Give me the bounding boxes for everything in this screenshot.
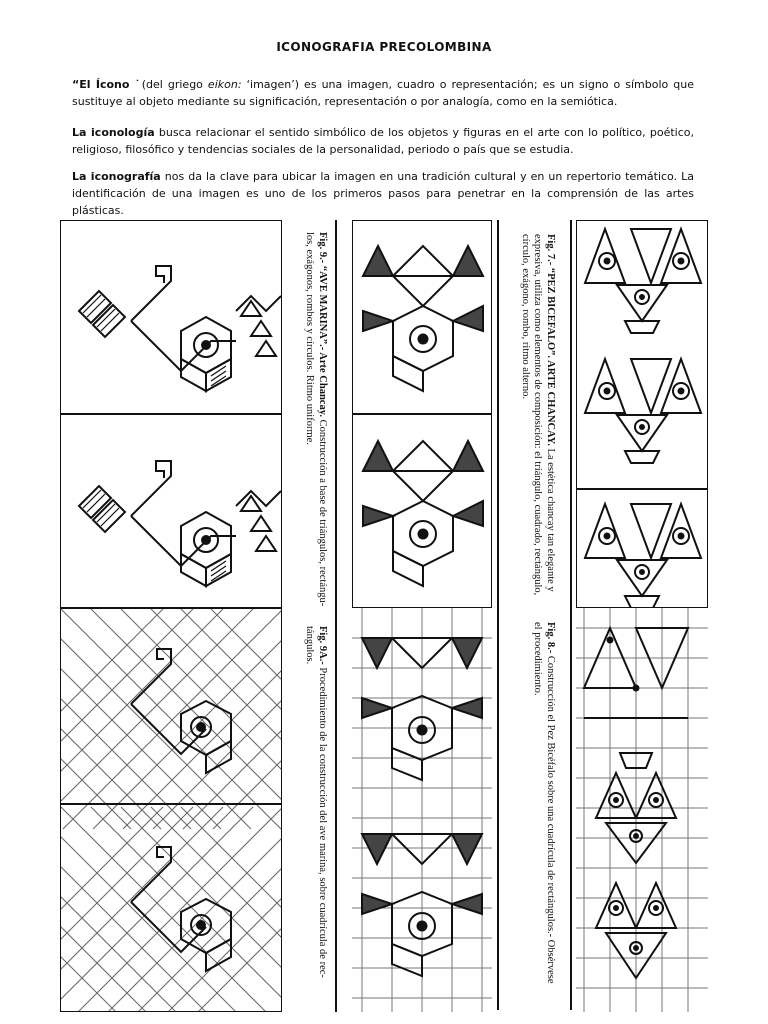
caption-fig8-line2: el procedimiento. — [532, 622, 544, 696]
p1-word: eikon: — [207, 78, 242, 91]
figure-pez-vertical-cuadricula — [576, 608, 708, 1012]
figure-pez-vertical — [576, 220, 708, 608]
caption-fig7-line2: expresiva, utiliza como elementos de composición: el triángulo, cuadrado, rectángulo, — [532, 234, 544, 596]
p1-text-a: (del griego — [141, 78, 208, 91]
paragraph-iconologia — [72, 124, 694, 158]
caption-fig8 — [531, 622, 556, 984]
caption-fig8-line1: Fig. 8.- Construcción el Pez Bicéfalo sobre una cuadrícula de rectángulos.- Obsérvese — [545, 622, 556, 984]
caption-fig9a — [303, 626, 328, 978]
caption-fig9 — [303, 232, 328, 606]
caption-fig9-line2: los, exágonos, rombos y círculos. Ritmo uniforme. — [304, 232, 316, 445]
p3-text: nos da la clave para ubicar la imagen en una tradición cultural y en un repertorio temático. La identificación de una imagen es uno de los primeros pasos para penetrar en la comprensión de las artes plásticas. — [72, 170, 694, 217]
figure-pez-bicefalo — [352, 220, 492, 608]
ave-marina-drawing — [61, 221, 282, 608]
page-title: ICONOGRAFIA PRECOLOMBINA — [276, 40, 492, 54]
caption-fig9a-line1: Fig. 9A.- Procedimiento de la construcción del ave marina, sobre cuadrícula de rec- — [317, 626, 328, 978]
p1-text-b: ‘imagen’) es una imagen, cuadro o representación; es un signo o símbolo que sustituye al objeto mediante su significación, representación o por analogía, como en la semiótica. — [72, 78, 694, 108]
figure-ave-marina-cuadricula — [60, 608, 282, 1012]
divider-1 — [335, 220, 337, 1012]
ave-marina-grid-drawing — [61, 609, 282, 1012]
p2-text: busca relacionar el sentido simbólico de los objetos y figuras en el arte con lo político, poético, religioso, filosófico y tendencias sociales de la personalidad, periodo o país que se estudia. — [72, 126, 694, 156]
caption-fig9-line1: Fig. 9.- “AVE MARINA”.- Arte Chancay. Construcción a base de triángulos, rectángu- — [317, 232, 328, 607]
caption-fig7 — [519, 234, 557, 595]
caption-fig9a-line2: tángulos. — [304, 626, 316, 665]
pez-bicefalo-drawing — [353, 221, 492, 608]
divider-3 — [570, 220, 572, 1010]
pez-vertical-drawing — [577, 221, 708, 608]
paragraph-icono — [72, 76, 694, 110]
figure-pez-bicefalo-cuadricula — [352, 608, 492, 1012]
caption-fig7-line1: Fig. 7.- “PEZ BICEFALO”. ARTE CHANCAY. La estética chancay tan elegante y — [545, 234, 556, 592]
pez-vertical-grid-drawing — [576, 608, 708, 1012]
caption-fig7-line3: círculo, exágono, rombo, ritmo alterno. — [520, 234, 531, 400]
pez-bicefalo-grid-drawing — [352, 608, 492, 1012]
term-icono: “El Ícono ˙ — [72, 78, 142, 91]
figure-ave-marina — [60, 220, 282, 608]
term-iconologia: La iconología — [72, 126, 155, 139]
paragraph-iconografia — [72, 168, 694, 219]
divider-2 — [497, 220, 499, 1010]
term-iconografia: La iconografía — [72, 170, 161, 183]
